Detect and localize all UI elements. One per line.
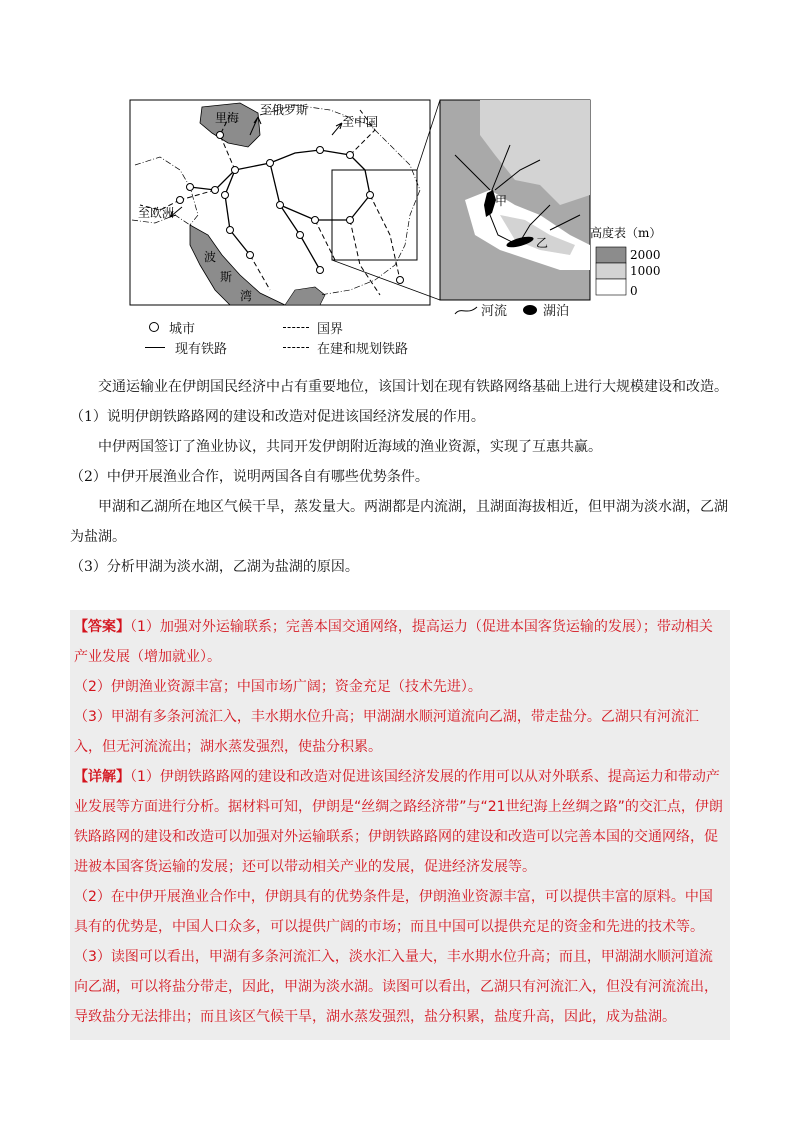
city-marker <box>312 217 319 224</box>
detail-2: （2）在中伊开展渔业合作中，伊朗具有的优势条件是，伊朗渔业资源丰富，可以提供丰富的原料。中国具有的优势是，中国人口众多，可以提供广阔的市场；而且中国可以提供充足的资金和先进的技术等。 <box>74 889 713 935</box>
to-china-label: 至中国 <box>342 115 379 129</box>
material-paragraph-2: 中伊两国签订了渔业协议，共同开发伊朗附近海域的渔业资源，实现了互惠共赢。 <box>98 439 602 455</box>
map-legend <box>145 317 445 357</box>
material-paragraph-1: 交通运输业在伊朗国民经济中占有重要地位，该国计划在现有铁路网络基础上进行大规模建设和改造。 <box>98 379 728 395</box>
inset-map <box>440 100 590 300</box>
legend-border: 国界 <box>283 318 343 337</box>
city-marker <box>232 167 239 174</box>
elev-2000-swatch <box>596 247 626 263</box>
material-paragraph-3: 甲湖和乙湖所在地区气候干旱，蒸发量大。两湖都是内流湖，且湖面海拔相近，但甲湖为淡水湖，乙湖为盐湖。 <box>70 499 728 545</box>
city-marker <box>347 152 354 159</box>
city-marker <box>317 267 324 274</box>
question-material <box>70 372 730 582</box>
elev-1000-label: 1000 <box>630 264 661 278</box>
border-line-icon <box>283 327 309 328</box>
city-marker <box>227 227 234 234</box>
lake-icon <box>521 304 539 316</box>
city-marker <box>347 217 354 224</box>
detail-tag: 【详解】 <box>74 769 130 785</box>
city-marker <box>267 160 274 167</box>
map-figure <box>120 95 680 355</box>
city-marker <box>297 232 304 239</box>
gulf-label-2: 斯 <box>220 270 233 284</box>
question-1: （1）说明伊朗铁路路网的建设和改造对促进该国经济发展的作用。 <box>70 409 485 425</box>
detail-1: 【详解】（1）伊朗铁路路网的建设和改造对促进该国经济发展的作用可以从对外联系、提高运力和带动产业发展等方面进行分析。据材料可知，伊朗是“丝绸之路经济带”与“21世纪海上丝绸之路”的交汇点，伊朗铁路路网的建设和改造可以加强对外运输联系；伊朗铁路路网的建设和改造可以完善本国的交通网络，促进被本国客货运输的发展；还可以带动相关产业的发展，促进经济发展等。 <box>74 769 723 875</box>
answer-tag: 【答案】 <box>74 619 130 635</box>
legend-railway-planned: 在建和规划铁路 <box>283 338 408 357</box>
river-label: 河流 <box>481 304 508 319</box>
railway-planned-icon <box>283 347 309 348</box>
answer-1: 【答案】（1）加强对外运输联系；完善本国交通网络，提高运力（促进本国客货运输的发展）；带动相关产业发展（增加就业）。 <box>74 619 713 665</box>
city-marker <box>177 197 184 204</box>
city-marker <box>222 192 229 199</box>
elev-0-swatch <box>596 279 626 295</box>
railway-existing-icon <box>145 347 165 348</box>
legend-city: 城市 <box>145 318 265 337</box>
to-russia-label: 至俄罗斯 <box>260 103 309 117</box>
elevation-title: 高度表（m） <box>590 226 662 240</box>
city-marker <box>247 252 254 259</box>
elev-0-label: 0 <box>630 284 638 298</box>
city-marker <box>367 192 374 199</box>
city-marker <box>277 202 284 209</box>
gulf-label-1: 波 <box>204 250 217 264</box>
city-marker <box>397 277 404 284</box>
city-marker <box>217 132 224 139</box>
city-marker <box>212 187 219 194</box>
caspian-label: 里海 <box>215 111 240 125</box>
inset-legend <box>453 300 569 319</box>
question-2: （2）中伊开展渔业合作，说明两国各自有哪些优势条件。 <box>70 469 429 485</box>
river-icon <box>453 304 479 316</box>
city-marker <box>317 147 324 154</box>
lake-yi-label: 乙 <box>536 236 549 250</box>
detail-3: （3）读图可以看出，甲湖有多条河流汇入，淡水汇入量大，丰水期水位升高；而且，甲湖湖水顺河道流向乙湖，可以将盐分带走，因此，甲湖为淡水湖。读图可以看出，乙湖只有河流汇入，但没有河流流出，导致盐分无法排出；而且该区气候干旱，湖水蒸发强烈，盐分积累，盐度升高，因此，成为盐湖。 <box>74 949 718 1025</box>
elev-2000-label: 2000 <box>630 248 661 262</box>
answer-2: （2）伊朗渔业资源丰富；中国市场广阔；资金充足（技术先进）。 <box>74 679 482 695</box>
iran-railway-map <box>120 95 680 355</box>
legend-railway-existing: 现有铁路 <box>145 338 265 357</box>
lake-label: 湖泊 <box>543 304 570 319</box>
city-icon <box>149 322 159 332</box>
gulf-label-3: 湾 <box>240 289 253 303</box>
answer-3: （3）甲湖有多条河流汇入，丰水期水位升高；甲湖湖水顺河道流向乙湖，带走盐分。乙湖只有河流汇入，但无河流流出；湖水蒸发强烈，使盐分积累。 <box>74 709 699 755</box>
to-europe-label: 至欧洲 <box>138 206 175 220</box>
lake-jia-label: 甲 <box>495 194 508 208</box>
elev-1000-swatch <box>596 263 626 279</box>
city-marker <box>187 184 194 191</box>
answer-section <box>74 612 726 1032</box>
question-3: （3）分析甲湖为淡水湖，乙湖为盐湖的原因。 <box>70 559 359 575</box>
